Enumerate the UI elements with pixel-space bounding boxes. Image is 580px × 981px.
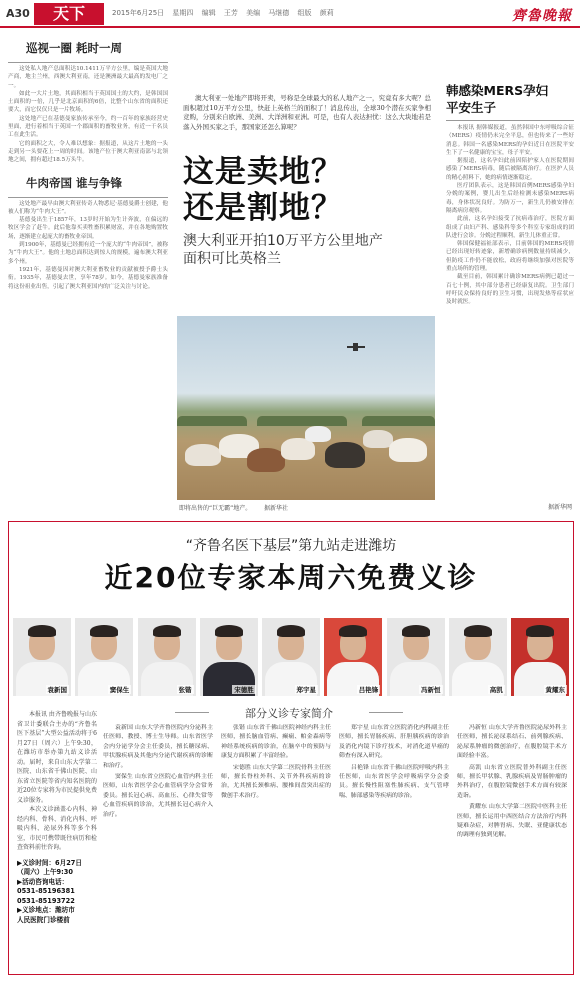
expert-name: 高凯 <box>489 686 503 694</box>
clinic-advertisement <box>8 521 574 975</box>
expert-portrait <box>200 618 258 696</box>
feature-article <box>175 36 437 511</box>
tree-line <box>177 416 247 426</box>
expert-photos <box>13 618 569 698</box>
expert-name: 吕艳锋 <box>358 686 379 694</box>
expert-portrait <box>387 618 445 696</box>
expert-name: 黄耀东 <box>545 686 565 694</box>
page-number: A30 <box>6 7 30 20</box>
left-paragraph: 这处地产最早由澳大利亚传奇人物悉尼·基德曼爵士创建，他被人们称为“牛肉大王”。 <box>8 200 168 215</box>
cow-shape <box>389 438 427 462</box>
left-subheading-1: 巡视一圈 耗时一周 <box>26 41 123 55</box>
right-paragraph: 韩国保健福祉部表示，目前韩国的MERS疫情已经出现好转迹象，新增确诊病例数量持续减少，但防疫工作仍不能放松，政府将继续加强对医院等重点场所的管理。 <box>446 241 574 273</box>
right-paragraph: 医疗团队表示，这是韩国首例MERS感染孕妇分娩的案例，婴儿出生后经检测未感染MERS病毒，身体状况良好。为防万一，新生儿仍被安排在隔离病房观察。 <box>446 183 574 214</box>
bio-column <box>457 724 567 972</box>
section-label: 天下 <box>34 3 104 25</box>
right-paragraph: 截至目前，韩国累计确诊MERS病例已超过一百七十例，其中部分患者已经康复出院。卫生部门呼吁民众保持良好的卫生习惯，出现发热等症状应及时就医。 <box>446 274 574 306</box>
contact-phone: 0531-85193722 <box>17 896 75 905</box>
expert-portrait <box>138 618 196 696</box>
subheadline-line-2: 面积可比英格兰 <box>183 251 281 267</box>
right-credit: 据新华网 <box>547 504 572 511</box>
bio-column <box>103 724 213 972</box>
expert-name: 冯新恒 <box>421 686 441 694</box>
right-headline-line-2: 平安生子 <box>446 100 497 115</box>
left-paragraph: 到1900年，基德曼已经拥有近一个庞大的“牛肉帝国”，被称为“牛肉大王”。他的土地总面积达到惊人的规模，遍布澳大利亚多个州。 <box>8 242 168 265</box>
left-paragraph: 它的面积之大，令人难以想象：据报道，从这片土地的一头走到另一头要花上一周的时间。该地产位于澳大利亚南部与北领地之间，拥有超过18.5万头牛。 <box>8 140 168 164</box>
left-paragraph: 这处私人地产总面积达10.1411万平方公里，编是英国大地产商，地主兰州，西澳大利亚南，还是澳洲最大最高的发电厂之一。 <box>8 66 168 89</box>
article-deck: 澳大利亚一处地产即将开卖，号称是全球最大的私人地产之一，究竟有多大呢？总面积超过10万平方公里，快赶上英格兰的面积了！消息传出，全球30个潜在买家争相竞购，分别来自欧洲、美洲、大洋洲和亚洲。可是，也有人表达担忧：这么大块地若是落入外国买家之手，那国家还怎么算呢？ <box>183 94 431 131</box>
ad-intro-paragraph: 本次义诊涵盖心内科、神经内科、骨科、消化内科、呼吸内科、泌尿外科等多个科室，市民可携带既往病历和检查资料前往咨询。 <box>17 806 97 851</box>
newspaper-logo: 齊魯晚報 <box>512 8 572 24</box>
expert-bio: 黄耀东 山东大学第二医院中医科主任医师，擅长运用中西医结合方法治疗内科疑难杂症，对脾胃病、失眠、亚健康状态的调理有独到见解。 <box>457 804 567 839</box>
photo-caption: 即将出售的“巨无霸”地产。 <box>179 505 252 512</box>
headline <box>183 154 437 226</box>
right-paragraph: 据报道，这名孕妇此前因陪护家人在医院期间感染了MERS病毒，随后被隔离治疗。在医护人员的精心照料下，她的病情逐渐稳定。 <box>446 158 574 181</box>
ad-title: 近20位专家本周六免费义诊 <box>104 561 478 594</box>
expert-bio: 窦保生 山东省立医院心血管内科主任医师，山东省医学会心血管病学分会常务委员。擅长冠心病、高血压、心律失常等心血管疾病的诊治，尤其擅长冠心病介入治疗。 <box>103 774 213 818</box>
contact-line: （周六）上午9:30 <box>17 868 73 876</box>
expert-bio: 吕艳锋 山东省千佛山医院呼吸内科主任医师，山东省医学会呼吸病学分会委员。擅长慢性阻塞性肺疾病、支气管哮喘、肺部感染等疾病的诊治。 <box>339 764 449 799</box>
cattle-ranch-photo <box>177 316 435 500</box>
subheadline-line-1: 澳大利亚开拍10万平方公里地产 <box>183 233 383 249</box>
expert-bio: 袁新国 山东大学齐鲁医院内分泌科主任医师、教授、博士生导师。山东省医学会内分泌学分会主任委员，擅长糖尿病、甲状腺疾病及其他内分泌代谢疾病的诊断和治疗。 <box>103 725 213 769</box>
tree-line <box>257 416 347 426</box>
left-subheading-2: 牛肉帝国 谁与争锋 <box>26 175 123 190</box>
expert-portrait <box>262 618 320 696</box>
left-rule-1 <box>8 62 168 63</box>
subheadline <box>183 232 437 268</box>
ad-kicker: “齐鲁名医下基层”第九站走进潍坊 <box>185 538 397 554</box>
expert-name: 宋德胜 <box>234 686 254 694</box>
expert-name: 郑宇星 <box>296 686 316 694</box>
expert-bios <box>103 724 567 972</box>
right-column <box>446 82 574 512</box>
contact-info <box>17 859 97 926</box>
ad-intro-paragraph: 本报讯 由齐鲁晚报与山东省卫计委联合主办的“齐鲁名医下基层”大型公益活动将于6月27日（周六）上午9:30，在潍坊市举办第九站义诊活动。届时，来自山东大学第二医院、山东省千佛山医院、山东省立医院等省内知名医院的近20位专家将为市民提供免费义诊服务。 <box>17 711 97 804</box>
expert-bio: 高凯 山东省立医院普外科副主任医师，擅长甲状腺、乳腺疾病及胃肠肿瘤的外科治疗，在腹腔镜微创手术方面有较深造诣。 <box>457 764 567 799</box>
left-paragraph: 基德曼出生于1857年，13岁时开始为生计奔波，在偏远的牧区学会了赶牛。此后他靠买卖牲畜积累财富，并在各地购置牧场，逐渐建立起庞大的畜牧业帝国。 <box>8 217 168 240</box>
ad-intro-column <box>17 710 97 972</box>
expert-bio: 宋德胜 山东大学第二医院骨科主任医师，擅长脊柱外科、关节外科疾病的诊治，尤其擅长颈椎病、腰椎间盘突出症的微创手术治疗。 <box>221 764 331 799</box>
cow-shape <box>185 444 221 466</box>
bio-column <box>339 724 449 972</box>
expert-bio: 冯新恒 山东大学齐鲁医院泌尿外科主任医师，擅长泌尿系结石、前列腺疾病、泌尿系肿瘤的微创治疗，在腹腔镜手术方面经验丰富。 <box>457 725 567 760</box>
right-paragraph: 此前，这名孕妇接受了抗病毒治疗，医院方面组成了由妇产科、感染科等多个科室专家组成的团队进行会诊。分娩过程顺利，新生儿体重正常。 <box>446 216 574 239</box>
right-rule <box>446 120 574 121</box>
issue-meta: 2015年6月25日 星期四 编辑 王芳 美编 马继德 组版 颜莉 <box>112 9 334 17</box>
contact-phone: 0531-85196381 <box>17 887 75 895</box>
right-headline <box>446 82 574 116</box>
expert-intro-title: 部分义诊专家简介 <box>189 705 389 721</box>
right-paragraph: 本报讯 据韩媒报道，虽然韩国中东呼吸综合征（MERS）疫情仍未完全平息，但也传来了一些好消息。韩国一名感染MERS的孕妇近日在医院平安生下了一名健康的宝宝，母子平安。 <box>446 125 574 156</box>
expert-portrait <box>324 618 382 696</box>
tree-line <box>362 416 435 426</box>
contact-line: ▶义诊地点：潍坊市 <box>17 906 75 914</box>
cow-shape <box>305 426 331 442</box>
left-rule-2 <box>8 197 168 198</box>
headline-line-2: 还是割地？ <box>183 190 343 226</box>
contact-line: 人民医院门诊楼前 <box>17 915 70 924</box>
left-paragraph: 这处地产已在基德曼家族传承至今，约一百年的家族经营史里面，进行着相当于英国一个郡面积的畜牧业务，有近一千名员工在此生活。 <box>8 115 168 139</box>
expert-portrait <box>13 618 71 696</box>
left-paragraph: 1921年，基德曼因对澳大利亚畜牧业的贡献被授予爵士头衔。1935年，基德曼去世，享年78岁。如今，基德曼家族准备将这份祖业出售，引起了澳大利亚国内的广泛关注与讨论。 <box>8 266 168 290</box>
expert-bio: 张锴 山东省千佛山医院神经内科主任医师，擅长脑血管病、癫痫、帕金森病等神经系统疾病的诊治，在脑卒中的预防与康复方面积累了丰富经验。 <box>221 725 331 760</box>
cow-shape <box>325 442 365 468</box>
expert-portrait <box>511 618 569 696</box>
masthead <box>0 0 580 28</box>
left-paragraph: 如此一大片土地，其面积相当于英国国土的大约，是韩国国土面积的一倍，几乎是北京面积的6倍，比整个山东省的面积还要大，而它仅仅只是一片牧场。 <box>8 90 168 114</box>
headline-line-1: 这是卖地？ <box>183 154 343 190</box>
expert-name: 张锴 <box>178 686 192 694</box>
contact-line: ▶义诊时间：6月27日 <box>17 858 82 867</box>
left-column <box>8 36 168 511</box>
contact-line: ▶活动咨询电话： <box>17 877 69 886</box>
right-headline-line-1: 韩感染MERS孕妇 <box>446 83 549 98</box>
expert-portrait <box>449 618 507 696</box>
airplane-shape <box>347 346 365 348</box>
bio-column <box>221 724 331 972</box>
expert-name: 窦保生 <box>109 686 130 694</box>
photo-credit: 据新华社 <box>264 505 289 512</box>
expert-portrait <box>75 618 133 696</box>
expert-bio: 郑宇星 山东省立医院消化内科副主任医师，擅长胃肠疾病、肝胆胰疾病的诊治及消化内镜下诊疗技术，对消化道早癌的筛查有深入研究。 <box>339 725 449 760</box>
expert-name: 袁新国 <box>47 686 67 694</box>
cow-shape <box>247 448 285 472</box>
